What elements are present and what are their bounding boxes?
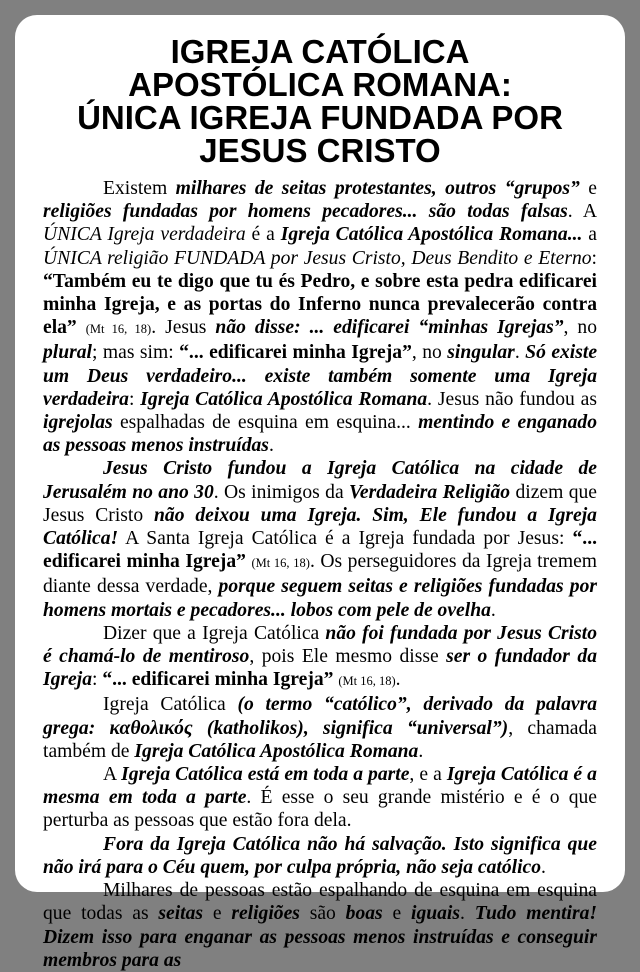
- text-run: , e a: [409, 764, 447, 786]
- text-run: Igreja Católica está em toda a parte: [121, 764, 410, 786]
- text-run: “... edificarei minha Igreja”: [179, 342, 412, 364]
- text-run: dizem que Jesus Cristo: [43, 481, 598, 526]
- page-sheet: [15, 15, 625, 971]
- text-run: (o termo “católico”, derivado da palavra grega: καθολικός (katholikos), significa “universal”): [43, 694, 597, 739]
- text-run: mentindo e enganado as pessoas menos instruídas: [43, 412, 598, 457]
- text-run: “Também eu te digo que tu és Pedro, e sobre esta pedra edificarei minha Igreja, e as portas do Inferno nunca prevalecerão contra ela”: [43, 270, 597, 339]
- text-run: , no: [563, 317, 597, 339]
- text-run: :: [91, 669, 103, 691]
- text-run: espalhadas de esquina em esquina...: [112, 412, 419, 434]
- text-run: não foi fundada por Jesus Cristo é chamá-lo de mentiroso: [43, 622, 597, 668]
- text-run: porque seguem seitas e religiões fundadas por homens mortais e pecadores... lobos com pele de ovelha: [43, 576, 597, 621]
- text-run: Igreja Católica é a mesma em toda a parte: [43, 764, 597, 809]
- text-run: .: [460, 903, 475, 925]
- text-run: a: [582, 224, 598, 246]
- article-body: [43, 177, 597, 972]
- paragraph: [43, 693, 597, 763]
- text-run: . Os perseguidores da Igreja tremem diante dessa verdade,: [43, 551, 598, 598]
- text-run: . Jesus não fundou as: [427, 388, 598, 410]
- text-run: .: [268, 435, 274, 457]
- text-run: A Santa Igreja Católica é a Igreja fundada por Jesus:: [118, 528, 573, 550]
- text-run: plural: [43, 342, 93, 364]
- text-run: Igreja Católica Apostólica Romana...: [280, 224, 583, 246]
- text-run: singular: [447, 342, 515, 364]
- text-run: :: [128, 388, 141, 410]
- text-run: .: [418, 740, 424, 762]
- paragraph: [43, 622, 597, 694]
- text-run: iguais: [411, 903, 461, 925]
- text-run: e: [382, 903, 411, 925]
- text-run: [77, 317, 86, 338]
- text-run: ; mas sim:: [92, 342, 180, 364]
- text-run: boas: [345, 903, 383, 925]
- text-run: .: [541, 856, 546, 878]
- text-run: . Jesus: [151, 317, 216, 339]
- text-run: ÚNICA religião FUNDADA por Jesus Cristo, Deus Bendito e Eterno: [43, 247, 592, 269]
- text-run: Fora da Igreja Católica não há salvação. Isto significa que não irá para o Céu quem, por culpa própria, não seja católico: [43, 833, 597, 878]
- text-run: Só existe um Deus verdadeiro... existe também somente uma Igreja verdadeira: [43, 342, 598, 410]
- text-run: e: [579, 178, 597, 199]
- title-line: IGREJA CATÓLICA: [170, 33, 470, 70]
- text-run: não disse: ... edificarei “minhas Igrejas”: [215, 317, 564, 339]
- text-run: é a: [245, 224, 281, 246]
- text-run: “... edificarei minha Igreja”: [43, 528, 597, 573]
- paragraph: [43, 879, 597, 972]
- bible-reference: (Mt 16, 18): [85, 322, 152, 337]
- paragraph: [43, 457, 597, 621]
- page-title: [43, 35, 597, 167]
- text-run: seitas: [158, 903, 204, 925]
- text-run: . É esse o seu grande mistério e é o que perturba as pessoas que estão fora dela.: [43, 787, 598, 832]
- text-run: não deixou uma Igreja. Sim, Ele fundou a Igreja Católica!: [43, 504, 597, 550]
- text-run: Dizer que a Igreja Católica: [103, 622, 326, 644]
- text-run: “... edificarei minha Igreja”: [102, 669, 334, 691]
- text-run: e: [203, 903, 232, 925]
- text-run: :: [591, 247, 597, 269]
- text-run: , chamada também de: [43, 717, 598, 762]
- text-run: são: [299, 903, 346, 925]
- text-run: Existem: [103, 178, 176, 199]
- text-run: religiões: [231, 903, 300, 925]
- title-line: ÚNICA IGREJA FUNDADA POR: [77, 99, 563, 136]
- text-run: Tudo mentira! Dizem isso para enganar as pessoas menos instruídas e conseguir membros para as: [43, 903, 598, 971]
- text-run: , no: [411, 342, 448, 364]
- title-line: JESUS CRISTO: [199, 132, 441, 169]
- text-run: , pois Ele mesmo disse: [249, 646, 447, 668]
- text-run: .: [514, 342, 526, 364]
- paragraph: [43, 833, 597, 879]
- text-run: Milhares de pessoas estão espalhando de esquina em esquina que todas as: [43, 880, 597, 925]
- paragraph: [43, 763, 597, 833]
- title-line: APOSTÓLICA ROMANA:: [128, 66, 512, 103]
- text-run: ÚNICA Igreja verdadeira: [43, 224, 246, 246]
- text-run: .: [490, 599, 496, 621]
- bible-reference: (Mt 16, 18): [338, 674, 396, 689]
- text-run: A: [103, 764, 122, 786]
- text-run: . Os inimigos da: [213, 481, 350, 503]
- text-run: milhares de seitas protestantes, outros “grupos”: [175, 178, 580, 199]
- paragraph: [43, 177, 597, 457]
- text-run: Igreja Católica: [103, 694, 238, 716]
- text-run: .: [395, 669, 401, 691]
- text-run: religiões fundadas por homens pecadores... são todas falsas: [43, 201, 568, 223]
- text-run: Igreja Católica Apostólica Romana: [140, 388, 428, 410]
- bible-reference: (Mt 16, 18): [251, 556, 310, 571]
- text-run: . A: [567, 201, 597, 223]
- text-run: Verdadeira Religião: [349, 481, 511, 503]
- text-run: Igreja Católica Apostólica Romana: [134, 740, 419, 762]
- text-run: igrejolas: [43, 412, 113, 434]
- text-run: Jesus Cristo fundou a Igreja Católica na cidade de Jerusalém no ano 30: [43, 458, 597, 503]
- text-run: ser o fundador da Igreja: [43, 646, 597, 691]
